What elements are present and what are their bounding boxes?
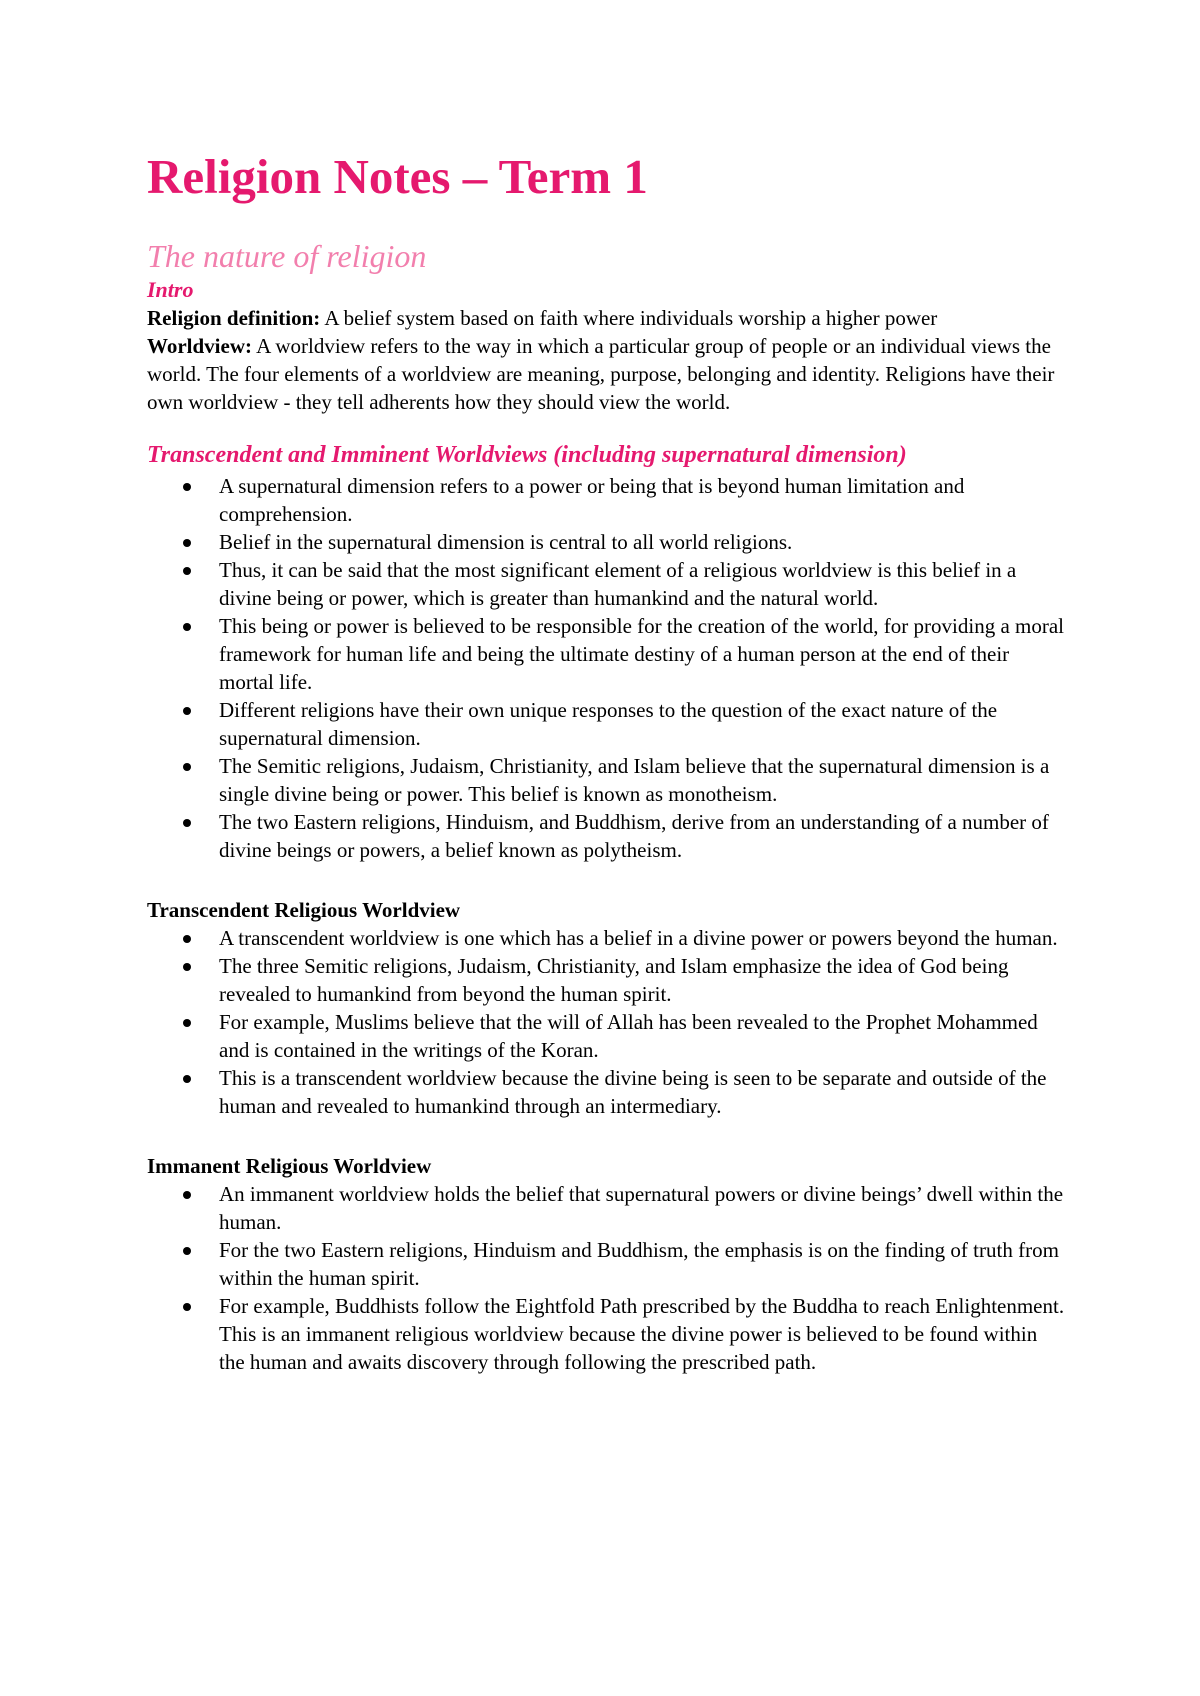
- section-title: The nature of religion: [147, 238, 427, 274]
- immanent-heading: Immanent Religious Worldview: [147, 1154, 432, 1178]
- list-item: [219, 1064, 1067, 1120]
- list-item-text: The Semitic religions, Judaism, Christianity, and Islam believe that the supernatural dimension is a single divine being or power. This belief is known as monotheism.: [219, 754, 1050, 806]
- bullet-icon: [183, 1019, 191, 1027]
- bullet-icon: [183, 1303, 191, 1311]
- worldview-definition-text: A worldview refers to the way in which a particular group of people or an individual views the world. The four elements of a worldview are meaning, purpose, belonging and identity. Religions have their own worldview - they tell adherents how they should view the world.: [147, 334, 1055, 414]
- list-item: [219, 1236, 1067, 1292]
- bullet-icon: [183, 935, 191, 943]
- intro-heading: Intro: [147, 277, 194, 302]
- list-item: [219, 1008, 1067, 1064]
- document-title: Religion Notes – Term 1: [147, 149, 648, 204]
- bullet-icon: [183, 819, 191, 827]
- list-item: [219, 952, 1067, 1008]
- list-item-text: For example, Muslims believe that the will of Allah has been revealed to the Prophet Mohammed and is contained in the writings of the Koran.: [219, 1010, 1038, 1062]
- list-item-text: Belief in the supernatural dimension is central to all world religions.: [219, 530, 793, 554]
- list-item-text: Different religions have their own unique responses to the question of the exact nature of the supernatural dimension.: [219, 698, 998, 750]
- list-item: [219, 528, 1067, 556]
- list-item-text: A transcendent worldview is one which has a belief in a divine power or powers beyond the human.: [219, 926, 1058, 950]
- bullet-icon: [183, 483, 191, 491]
- transcendent-heading: Transcendent Religious Worldview: [147, 898, 461, 922]
- list-item: [219, 696, 1067, 752]
- bullet-icon: [183, 1075, 191, 1083]
- list-item-text: The two Eastern religions, Hinduism, and Buddhism, derive from an understanding of a number of divine beings or powers, a belief known as polytheism.: [219, 810, 1049, 862]
- list-item: [219, 1292, 1067, 1376]
- bullet-icon: [183, 763, 191, 771]
- list-item-text: For example, Buddhists follow the Eightfold Path prescribed by the Buddha to reach Enlightenment. This is an immanent religious worldview because the divine power is believed to be found within the human and awaits discovery through following the prescribed path.: [219, 1294, 1065, 1374]
- list-item-text: The three Semitic religions, Judaism, Christianity, and Islam emphasize the idea of God being revealed to humankind from beyond the human spirit.: [219, 954, 1009, 1006]
- worldview-definition: [147, 332, 1067, 416]
- list-item: [219, 472, 1067, 528]
- list-item-text: This is a transcendent worldview because the divine being is seen to be separate and outside of the human and revealed to humankind through an intermediary.: [219, 1066, 1047, 1118]
- bullet-icon: [183, 539, 191, 547]
- list-item-text: A supernatural dimension refers to a power or being that is beyond human limitation and comprehension.: [219, 474, 965, 526]
- religion-definition-text: A belief system based on faith where individuals worship a higher power: [320, 306, 938, 330]
- list-item: [219, 1180, 1067, 1236]
- bullet-icon: [183, 1247, 191, 1255]
- list-item-text: This being or power is believed to be responsible for the creation of the world, for providing a moral framework for human life and being the ultimate destiny of a human person at the end of their mortal life.: [219, 614, 1065, 694]
- bullet-icon: [183, 623, 191, 631]
- document-page: [147, 148, 1067, 1376]
- list-item: [219, 808, 1067, 864]
- bullet-icon: [183, 963, 191, 971]
- list-item-text: An immanent worldview holds the belief that supernatural powers or divine beings’ dwell within the human.: [219, 1182, 1064, 1234]
- list-item: [219, 924, 1067, 952]
- supernatural-list: [147, 472, 1067, 864]
- bullet-icon: [183, 567, 191, 575]
- bullet-icon: [183, 1191, 191, 1199]
- worldview-definition-label: Worldview:: [147, 334, 252, 358]
- list-item: [219, 612, 1067, 696]
- list-item: [219, 752, 1067, 808]
- list-item: [219, 556, 1067, 612]
- bullet-icon: [183, 707, 191, 715]
- religion-definition: [147, 304, 1067, 332]
- supernatural-heading: Transcendent and Imminent Worldviews (including supernatural dimension): [147, 442, 907, 468]
- transcendent-list: [147, 924, 1067, 1120]
- list-item-text: Thus, it can be said that the most significant element of a religious worldview is this belief in a divine being or power, which is greater than humankind and the natural world.: [219, 558, 1017, 610]
- list-item-text: For the two Eastern religions, Hinduism and Buddhism, the emphasis is on the finding of truth from within the human spirit.: [219, 1238, 1059, 1290]
- immanent-list: [147, 1180, 1067, 1376]
- religion-definition-label: Religion definition:: [147, 306, 321, 330]
